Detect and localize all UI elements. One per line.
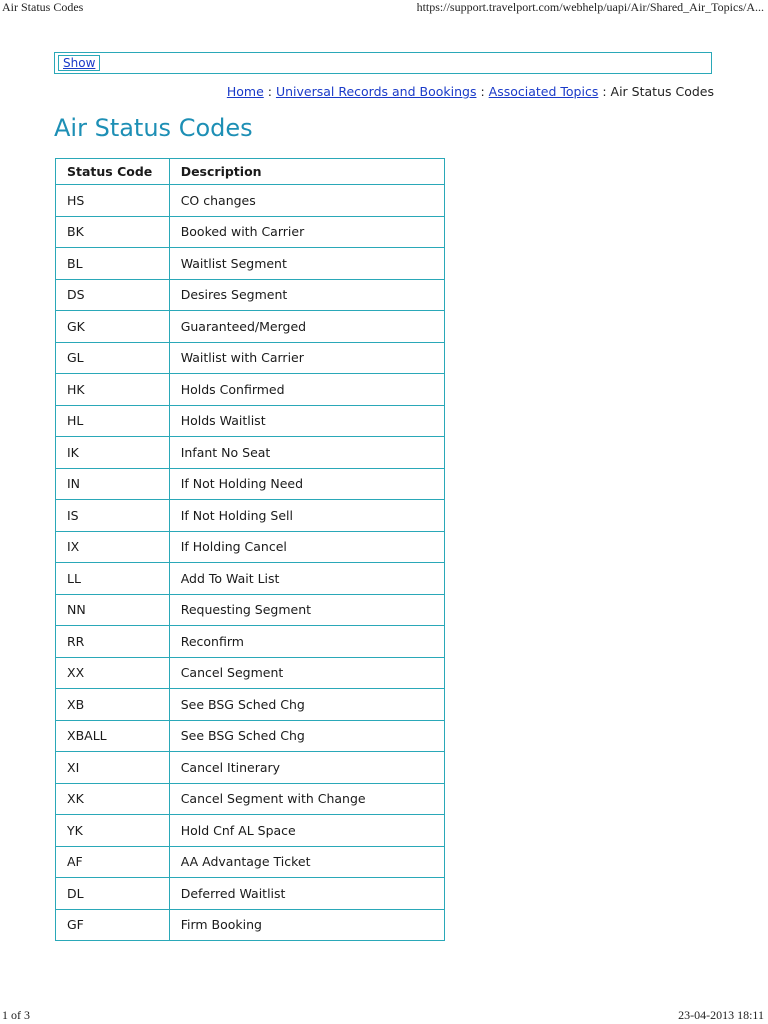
- description-cell: Hold Cnf AL Space: [169, 815, 444, 847]
- table-row: [56, 374, 445, 406]
- status-code-cell: IN: [56, 468, 170, 500]
- status-code-cell: HL: [56, 405, 170, 437]
- table-row: [56, 279, 445, 311]
- table-header-row: [56, 159, 445, 185]
- toc-toolbar: [54, 52, 712, 74]
- breadcrumb-associated-topics-link[interactable]: Associated Topics: [488, 84, 599, 99]
- status-code-cell: IX: [56, 531, 170, 563]
- table-row: [56, 500, 445, 532]
- status-code-cell: RR: [56, 626, 170, 658]
- description-cell: Booked with Carrier: [169, 216, 444, 248]
- status-code-cell: GK: [56, 311, 170, 343]
- description-cell: Waitlist with Carrier: [169, 342, 444, 374]
- description-cell: Firm Booking: [169, 909, 444, 941]
- table-row: [56, 594, 445, 626]
- status-code-cell: IS: [56, 500, 170, 532]
- description-cell: Desires Segment: [169, 279, 444, 311]
- description-cell: Cancel Segment: [169, 657, 444, 689]
- status-code-cell: IK: [56, 437, 170, 469]
- status-code-cell: XI: [56, 752, 170, 784]
- table-row: [56, 878, 445, 910]
- show-button[interactable]: Show: [58, 55, 100, 71]
- status-code-cell: BL: [56, 248, 170, 280]
- table-row: [56, 342, 445, 374]
- table-row: [56, 783, 445, 815]
- breadcrumb: [227, 84, 714, 99]
- table-row: [56, 405, 445, 437]
- table-row: [56, 720, 445, 752]
- table-row: [56, 531, 445, 563]
- description-cell: Cancel Itinerary: [169, 752, 444, 784]
- status-code-cell: YK: [56, 815, 170, 847]
- status-code-cell: NN: [56, 594, 170, 626]
- breadcrumb-universal-records-link[interactable]: Universal Records and Bookings: [275, 84, 477, 99]
- status-code-cell: GL: [56, 342, 170, 374]
- description-cell: See BSG Sched Chg: [169, 689, 444, 721]
- description-cell: If Not Holding Sell: [169, 500, 444, 532]
- description-cell: Cancel Segment with Change: [169, 783, 444, 815]
- description-cell: AA Advantage Ticket: [169, 846, 444, 878]
- table-row: [56, 657, 445, 689]
- table-row: [56, 468, 445, 500]
- column-header-status-code: Status Code: [56, 159, 170, 185]
- status-code-cell: XBALL: [56, 720, 170, 752]
- table-row: [56, 248, 445, 280]
- description-cell: CO changes: [169, 185, 444, 217]
- table-row: [56, 846, 445, 878]
- print-footer: [0, 1008, 768, 1024]
- status-code-cell: XX: [56, 657, 170, 689]
- status-code-cell: LL: [56, 563, 170, 595]
- description-cell: Guaranteed/Merged: [169, 311, 444, 343]
- table-row: [56, 216, 445, 248]
- table-row: [56, 311, 445, 343]
- column-header-description: Description: [169, 159, 444, 185]
- status-code-cell: HK: [56, 374, 170, 406]
- description-cell: Requesting Segment: [169, 594, 444, 626]
- table-row: [56, 626, 445, 658]
- breadcrumb-separator: :: [602, 84, 607, 99]
- table-row: [56, 437, 445, 469]
- print-header-url: https://support.travelport.com/webhelp/uapi/Air/Shared_Air_Topics/A...: [416, 0, 764, 14]
- print-header-title: Air Status Codes: [2, 0, 84, 14]
- description-cell: If Holding Cancel: [169, 531, 444, 563]
- table-row: [56, 815, 445, 847]
- status-code-cell: GF: [56, 909, 170, 941]
- description-cell: Waitlist Segment: [169, 248, 444, 280]
- status-code-cell: XB: [56, 689, 170, 721]
- status-codes-table: [55, 158, 445, 941]
- description-cell: Holds Confirmed: [169, 374, 444, 406]
- status-code-cell: BK: [56, 216, 170, 248]
- table-row: [56, 909, 445, 941]
- breadcrumb-current: Air Status Codes: [610, 84, 714, 99]
- description-cell: Infant No Seat: [169, 437, 444, 469]
- status-code-cell: HS: [56, 185, 170, 217]
- description-cell: Deferred Waitlist: [169, 878, 444, 910]
- description-cell: If Not Holding Need: [169, 468, 444, 500]
- breadcrumb-separator: :: [267, 84, 272, 99]
- description-cell: Reconfirm: [169, 626, 444, 658]
- page-number: 1 of 3: [2, 1008, 30, 1022]
- description-cell: Add To Wait List: [169, 563, 444, 595]
- status-code-cell: DS: [56, 279, 170, 311]
- table-row: [56, 689, 445, 721]
- page-title: Air Status Codes: [54, 114, 253, 142]
- status-code-cell: XK: [56, 783, 170, 815]
- print-header: [0, 0, 768, 16]
- table-row: [56, 185, 445, 217]
- description-cell: Holds Waitlist: [169, 405, 444, 437]
- status-code-cell: AF: [56, 846, 170, 878]
- description-cell: See BSG Sched Chg: [169, 720, 444, 752]
- breadcrumb-home-link[interactable]: Home: [226, 84, 264, 99]
- table-row: [56, 752, 445, 784]
- status-code-cell: DL: [56, 878, 170, 910]
- print-datetime: 23-04-2013 18:11: [678, 1008, 764, 1022]
- breadcrumb-separator: :: [480, 84, 485, 99]
- table-row: [56, 563, 445, 595]
